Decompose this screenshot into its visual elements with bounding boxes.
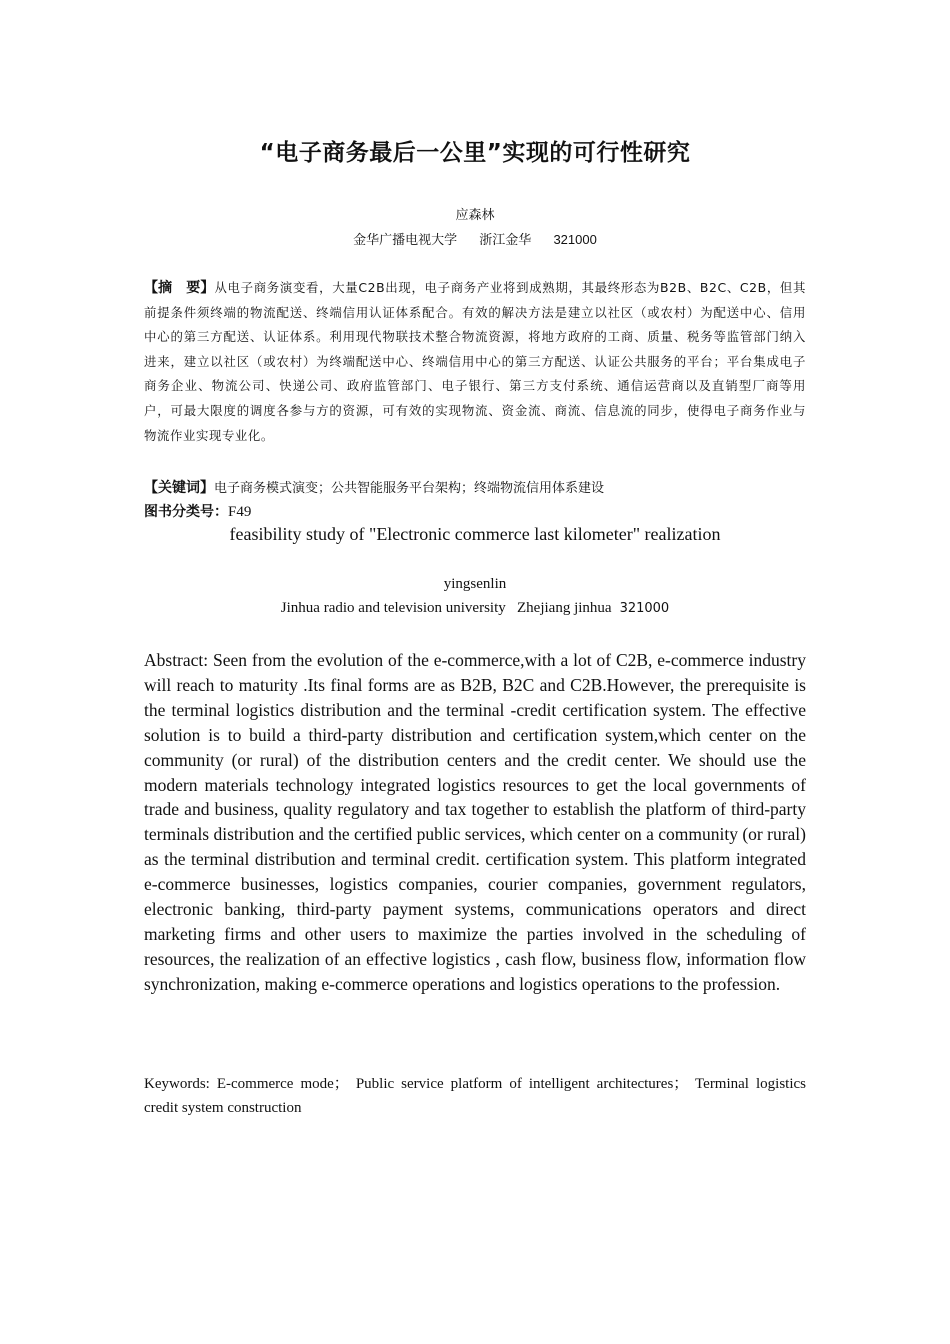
abstract-cn xyxy=(144,276,806,448)
classification-label: 图书分类号： xyxy=(144,504,228,520)
classification-number xyxy=(144,501,806,521)
author-name-cn: 应森林 xyxy=(455,208,495,223)
affiliation-postcode-en: 321000 xyxy=(619,601,670,616)
affiliation-cn xyxy=(144,229,806,248)
author-name-en: yingsenlin xyxy=(443,576,507,592)
paper-title-en: feasibility study of "Electronic commerce last kilometer" realization xyxy=(229,524,721,544)
affiliation-university-cn: 金华广播电视大学 xyxy=(353,233,458,248)
paper-title-cn: “电子商务最后一公里”实现的可行性研究 xyxy=(259,140,691,166)
affiliation-location-cn: 浙江金华 xyxy=(479,233,532,248)
affiliation-postcode-cn: 321000 xyxy=(553,232,597,247)
affiliation-en xyxy=(144,600,806,617)
abstract-text-cn: 从电子商务演变看，大量C2B出现，电子商务产业将到成熟期，其最终形态为B2B、B2C、C2B，但其前提条件须终端的物流配送、终端信用认证体系配合。有效的解决方法是建立以社区（或农村）为配送中心、信用中心的第三方配送、认证体系。利用现代物联技术整合物流资源，将地方政府的工商、质量、税务等监管部门纳入进来，建立以社区（或农村）为终端配送中心、终端信用中心的第三方配送、认证公共服务的平台；平台集成电子商务企业、物流公司、快递公司、政府监管部门、电子银行、第三方支付系统、通信运营商以及直销型厂商等用户，可最大限度的调度各参与方的资源，可有效的实现物流、资金流、商流、信息流的同步，使得电子商务作业与物流作业实现专业化。 xyxy=(144,280,807,443)
abstract-label-cn: 【摘 要】 xyxy=(144,280,215,296)
affiliation-text-en: Jinhua radio and television university Zhejiang jinhua xyxy=(280,600,612,616)
keywords-en: Keywords: E-commerce mode； Public service platform of intelligent architectures； Terminal logistics credit system construction xyxy=(144,1076,806,1116)
abstract-en: Abstract: Seen from the evolution of the e-commerce,with a lot of C2B, e-commerce industry will reach to maturity .Its final forms are as B2B, B2C and C2B.However, the prerequisite is the terminal logistics distribution and the terminal -credit certification system. The effective solution is to build a third-party distribution and certification system,which center on the community (or rural) of the distribution centers and the credit center. We should use the modern materials technology integrated logistics resources to get the local governments of trade and business, quality regulatory and tax together to establish the platform of third-party terminals distribution and the certified public services, which center on a community (or rural) as the terminal distribution and terminal credit. certification system. This platform integrated e-commerce businesses, logistics companies, courier companies, government regulators, electronic banking, third-party payment systems, communications operators and direct marketing firms and other users to maximize the parties involved in the scheduling of resources, the realization of an effective logistics , cash flow, business flow, information flow synchronization, making e-commerce operations and logistics operations to the profession. xyxy=(144,650,806,994)
keywords-text-cn: 电子商务模式演变；公共智能服务平台架构；终端物流信用体系建设 xyxy=(214,481,605,496)
keywords-cn xyxy=(144,477,806,497)
keywords-label-cn: 【关键词】 xyxy=(144,480,214,496)
classification-value: F49 xyxy=(228,504,252,520)
